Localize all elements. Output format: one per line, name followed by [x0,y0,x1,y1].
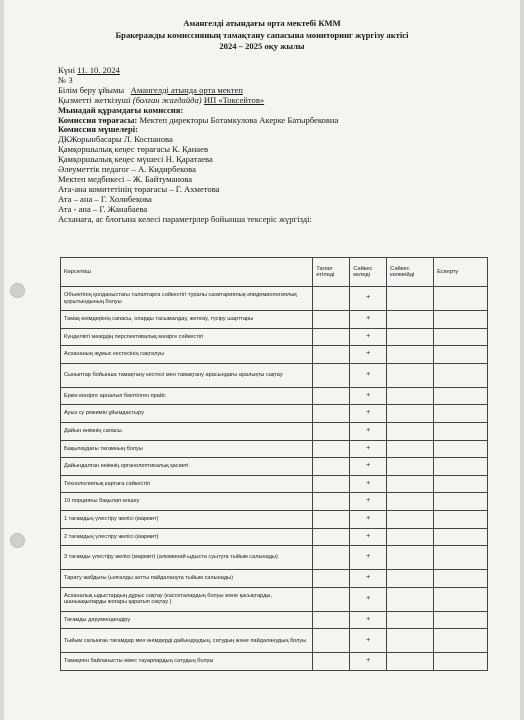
table-row: 3 тағамды үлестіру желісі (мармит) (алюминий ыдыста суытуға тыйым салынады) + [61,546,488,570]
school-name: Амангелді атындағы орта мектебі КММ [183,18,341,28]
member-5: Мектеп медбикесі – Ж. Байтуманова [58,173,193,184]
document-header [4,18,520,53]
document-page [4,0,520,720]
member-2: Қамқоршылық кеңес төрағасы К. Қанаев [58,144,208,155]
table-row: Дайындалған өнімнің органолептикалық қасиеті + [61,458,488,476]
supplier-line: Қызметті жеткізуші (болған жағдайда) ИП «Токсейтов» [58,94,265,105]
col-indicator: Көрсеткіш [61,258,313,287]
member-6: Ата-ана комитетінің төрағасы – Г. Ахметова [58,183,220,194]
table-row: 1 тағамдың үлестіру желісі (мармит) + [61,510,488,528]
supplier-value: ИП «Токсейтов» [203,94,265,105]
organization-value: Амангелді атында орта мектеп [130,84,243,95]
table-row: Бақылаудағы тағамның болуы + [61,440,488,458]
table-row: Асханалық ыдыстардың дұрыс сақтау (кассеталардың болуы және қасықтарды, шанышқыларды жоғары қаратып сақтау ) + [61,587,488,611]
date-line: Күні 11. 10. 2024 [58,65,120,75]
chair-value: Мектеп директоры Ботамкулова Акерке Батырбековна [139,114,339,125]
academic-year: 2024 – 2025 оқу жылы [219,41,305,51]
act-title: Бракеражды комиссияның тамақтану сапасына мониторинг жүргізу актісі [115,29,409,40]
date-value: 11. 10. 2024 [77,65,120,75]
chair-line: Комиссия төрағасы: Мектеп директоры Ботамкулова Акерке Батырбековна [58,114,339,125]
table-row: Ауыз су режимін ұйымдастыру + [61,405,488,423]
members-heading: Комиссия мүшелері: [58,124,139,135]
table-row: Объектінің қолданыстағы талаптарға сәйкестігі туралы санитариялық-эпидемиологиялық қорытындының болуы + [61,287,488,311]
table-row: Сыныптар бойынша тамақтану кестесі мен тамақтану арасындағы аралықты сақтау + [61,363,488,387]
member-4: Әлеуметтік педагог – А. Кидирбекова [58,164,196,175]
table-row: Асхананың жұмыс кестесінің сақталуы + [61,346,488,364]
act-details [58,66,498,225]
table-row: Күнделікті мәзірдің перспективалық мәзірге сәйкестігі + [61,328,488,346]
table-row: Технологиялық картаға сәйкестігі + [61,475,488,493]
member-1: ДКЖорынбасары Л. Коспанова [58,134,173,145]
table-row: Тамақпен байланысты емес тауарлардың сатудың болуы + [61,653,488,671]
organization-line: Білім беру ұйымы Амангелді атында орта мектеп [58,84,243,95]
inspection-table [60,257,488,671]
act-number: 3 [68,74,73,85]
table-row: Дайын өнімнің сапасы + [61,422,488,440]
member-8: Ата - ана – Г. Жанабаева [58,203,148,214]
col-compliant: Сәйкес келеді [350,258,387,287]
table-header-row [61,258,488,287]
punch-hole-bottom [10,533,25,548]
table-row: Тыйым салынған тағамдар мен өнімдерді дайындаудың, сатудың және пайдаланудың болуы + [61,629,488,653]
commission-heading: Мынадай құрамдағы комиссия: [58,104,184,115]
table-row: Тамақ өнімдерінің сапасы, оларды тасымалдау, жеткізу, түсіру шарттары + [61,311,488,329]
member-3: Қамқоршылық кеңес мүшесі Н. Қаратаева [58,154,213,165]
punch-hole-top [10,283,25,298]
col-noncompliant: Сәйкес келмейді [387,258,434,287]
member-7: Ата – ана – Г. Холибекова [58,193,152,204]
table-row: 2 тағамдың үлестіру желісі (мармит) + [61,528,488,546]
table-row: Тағамды дәрумендендіру + [61,611,488,629]
col-note: Ескерту [434,258,488,287]
table-row: Еркін мәзірге арналып бекітілген прайс + [61,387,488,405]
number-line: № 3 [58,74,73,85]
col-required: Талап етіледі [313,258,350,287]
table-row: Тарату жабдығы (ылғалды затты пайдалануға тыйым салынады) + [61,570,488,588]
table-row: 10 порцияны бақылап өлшеу + [61,493,488,511]
inspection-intro: Асханаға, ас блогына келесі параметрлер бойынша тексеріс жүргізді: [58,213,312,224]
